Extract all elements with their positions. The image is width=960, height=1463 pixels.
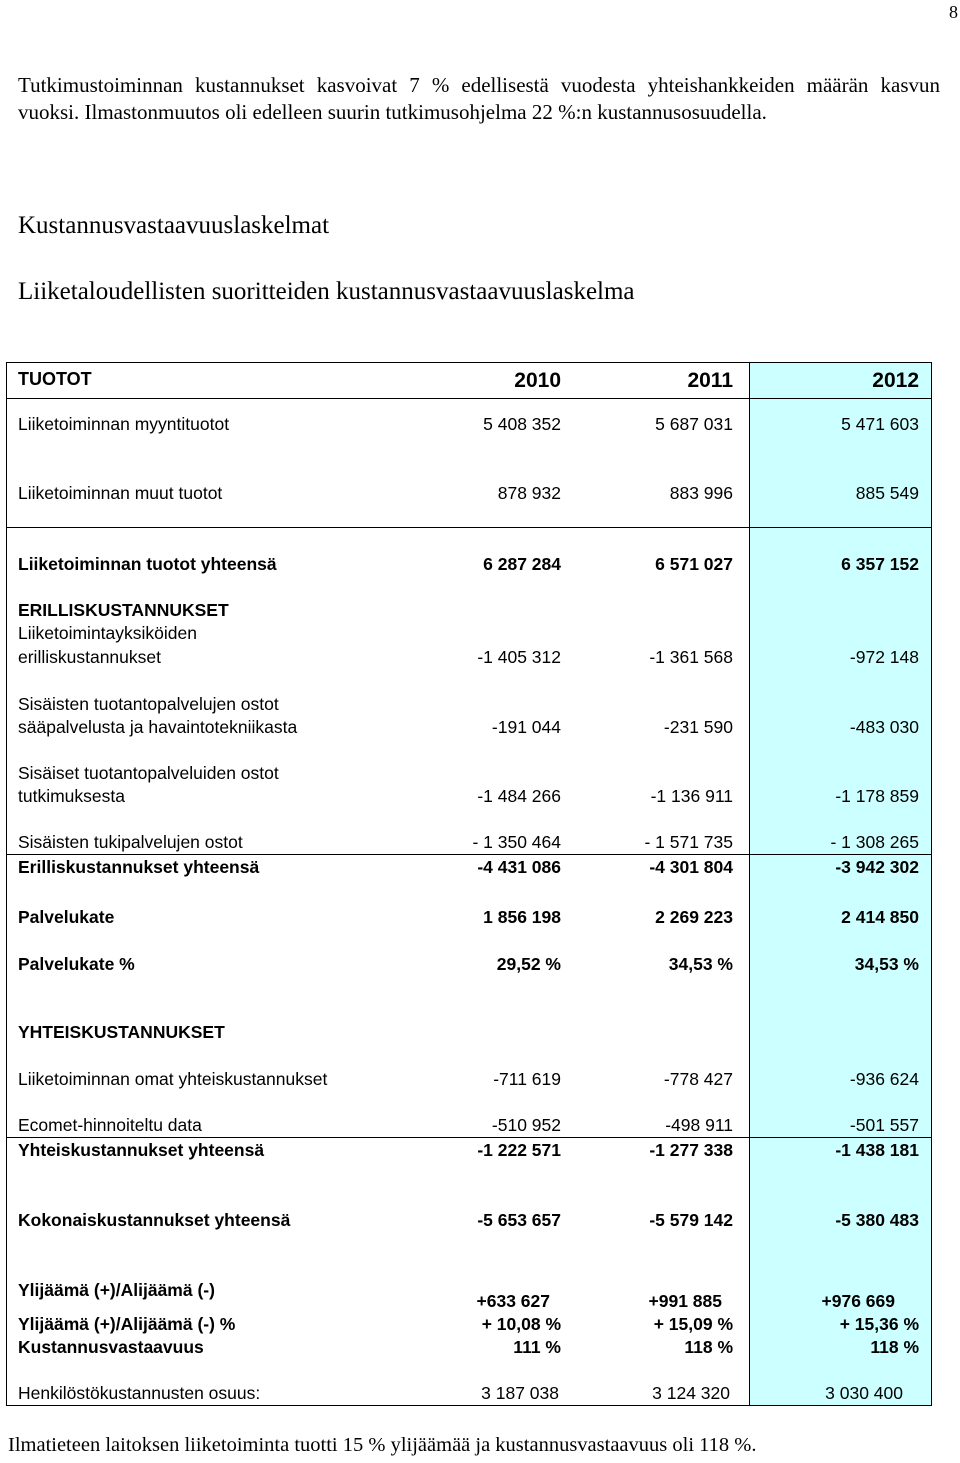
value-2010: 1 856 198	[483, 907, 561, 927]
subtotal-rule	[7, 854, 931, 855]
value-2012: - 1 308 265	[830, 832, 919, 852]
value-2011: - 1 571 735	[644, 832, 733, 852]
value-2010: 6 287 284	[483, 554, 561, 574]
subtotal-rule	[7, 1137, 931, 1138]
cost-recovery-table	[6, 362, 932, 1406]
value-2012: -5 380 483	[835, 1210, 919, 1230]
row-label: Ylijäämä (+)/Alijäämä (-)	[18, 1280, 215, 1300]
value-2012: + 15,36 %	[839, 1314, 919, 1334]
row-label: Kokonaiskustannukset yhteensä	[18, 1210, 291, 1230]
subsection-heading: Liiketaloudellisten suoritteiden kustannusvastaavuuslaskelma	[18, 278, 635, 305]
row-label: Liiketoiminnan muut tuotot	[18, 483, 223, 503]
value-2010: 111 %	[513, 1337, 561, 1357]
value-2011: +991 885	[648, 1291, 722, 1311]
value-2011: -5 579 142	[649, 1210, 733, 1230]
value-2010: -191 044	[491, 717, 561, 737]
revenue-rule	[7, 527, 931, 528]
value-2010: - 1 350 464	[472, 832, 561, 852]
value-2012: 34,53 %	[854, 954, 919, 974]
row-label-line-2: erilliskustannukset	[18, 647, 161, 667]
value-2012: 6 357 152	[841, 554, 919, 574]
value-2010: -5 653 657	[477, 1210, 561, 1230]
value-2010: 29,52 %	[496, 954, 561, 974]
value-2010: 5 408 352	[483, 414, 561, 434]
col-2012-highlight	[749, 363, 931, 1405]
header-rule	[7, 398, 931, 399]
value-2012: 3 030 400	[825, 1383, 903, 1403]
value-2012: +976 669	[821, 1291, 895, 1311]
value-2010: -1 222 571	[477, 1140, 561, 1160]
page-number: 8	[949, 2, 958, 22]
value-2011: 3 124 320	[652, 1383, 730, 1403]
row-label: Liiketoiminnan omat yhteiskustannukset	[18, 1069, 328, 1089]
row-label: Yhteiskustannukset yhteensä	[18, 1140, 265, 1160]
value-2011: 5 687 031	[655, 414, 733, 434]
value-2012: 5 471 603	[841, 414, 919, 434]
row-label: Sisäisten tukipalvelujen ostot	[18, 832, 243, 852]
value-2011: + 15,09 %	[653, 1314, 733, 1334]
value-2012: -1 438 181	[835, 1140, 919, 1160]
value-2011: 6 571 027	[655, 554, 733, 574]
value-2012: -936 624	[849, 1069, 919, 1089]
row-label-line-1: Sisäiset tuotantopalveluiden ostot	[18, 763, 279, 783]
row-label-line-1: Sisäisten tuotantopalvelujen ostot	[18, 694, 279, 714]
section-heading: Kustannusvastaavuuslaskelmat	[18, 212, 330, 239]
year-2011: 2011	[687, 369, 733, 392]
value-2011: -778 427	[663, 1069, 733, 1089]
row-label: Erilliskustannukset yhteensä	[18, 857, 260, 877]
row-label-line-1: Liiketoimintayksiköiden	[18, 623, 197, 643]
row-label: Kustannusvastaavuus	[18, 1337, 204, 1357]
row-label: ERILLISKUSTANNUKSET	[18, 600, 229, 620]
value-2012: -501 557	[849, 1115, 919, 1135]
row-label: Ylijäämä (+)/Alijäämä (-) %	[18, 1314, 236, 1334]
value-2012: -3 942 302	[835, 857, 919, 877]
value-2012: 885 549	[855, 483, 919, 503]
tuotot-header: TUOTOT	[18, 369, 92, 389]
row-label-line-2: sääpalvelusta ja havaintotekniikasta	[18, 717, 298, 737]
value-2012: -972 148	[849, 647, 919, 667]
value-2010: -711 619	[493, 1069, 561, 1089]
value-2010: -4 431 086	[477, 857, 561, 877]
value-2010: + 10,08 %	[481, 1314, 561, 1334]
value-2012: 118 %	[870, 1337, 919, 1357]
value-2011: -1 277 338	[649, 1140, 733, 1160]
value-2011: -1 136 911	[650, 786, 733, 806]
value-2011: -4 301 804	[649, 857, 733, 877]
row-label: Liiketoiminnan myyntituotot	[18, 414, 230, 434]
year-2010: 2010	[514, 369, 561, 392]
row-label-line-2: tutkimuksesta	[18, 786, 125, 806]
row-label: Henkilöstökustannusten osuus:	[18, 1383, 261, 1403]
value-2011: 118 %	[684, 1337, 733, 1357]
value-2011: -231 590	[663, 717, 733, 737]
footer-paragraph: Ilmatieteen laitoksen liiketoiminta tuotti 15 % ylijäämää ja kustannusvastaavuus oli 118 %.	[8, 1434, 757, 1456]
value-2012: -483 030	[849, 717, 919, 737]
value-2012: 2 414 850	[841, 907, 919, 927]
row-label: Ecomet-hinnoiteltu data	[18, 1115, 202, 1135]
value-2010: -1 484 266	[477, 786, 561, 806]
value-2010: 878 932	[497, 483, 561, 503]
row-label: Liiketoiminnan tuotot yhteensä	[18, 554, 277, 574]
value-2011: 2 269 223	[655, 907, 733, 927]
row-label: YHTEISKUSTANNUKSET	[18, 1022, 225, 1042]
value-2011: 883 996	[669, 483, 733, 503]
value-2010: -1 405 312	[477, 647, 561, 667]
row-label: Palvelukate	[18, 907, 115, 927]
row-label: Palvelukate %	[18, 954, 135, 974]
value-2010: -510 952	[491, 1115, 561, 1135]
year-2012: 2012	[872, 369, 919, 392]
value-2011: 34,53 %	[668, 954, 733, 974]
value-2011: -498 911	[665, 1115, 733, 1135]
value-2012: -1 178 859	[835, 786, 919, 806]
value-2010: +633 627	[476, 1291, 550, 1311]
intro-paragraph: Tutkimustoiminnan kustannukset kasvoivat 7 % edellisestä vuodesta yhteishankkeiden määrän kasvun vuoksi. Ilmastonmuutos oli edelleen suurin tutkimusohjelma 22 %:n kustannusosuudella.	[18, 73, 940, 124]
value-2011: -1 361 568	[649, 647, 733, 667]
value-2010: 3 187 038	[481, 1383, 559, 1403]
